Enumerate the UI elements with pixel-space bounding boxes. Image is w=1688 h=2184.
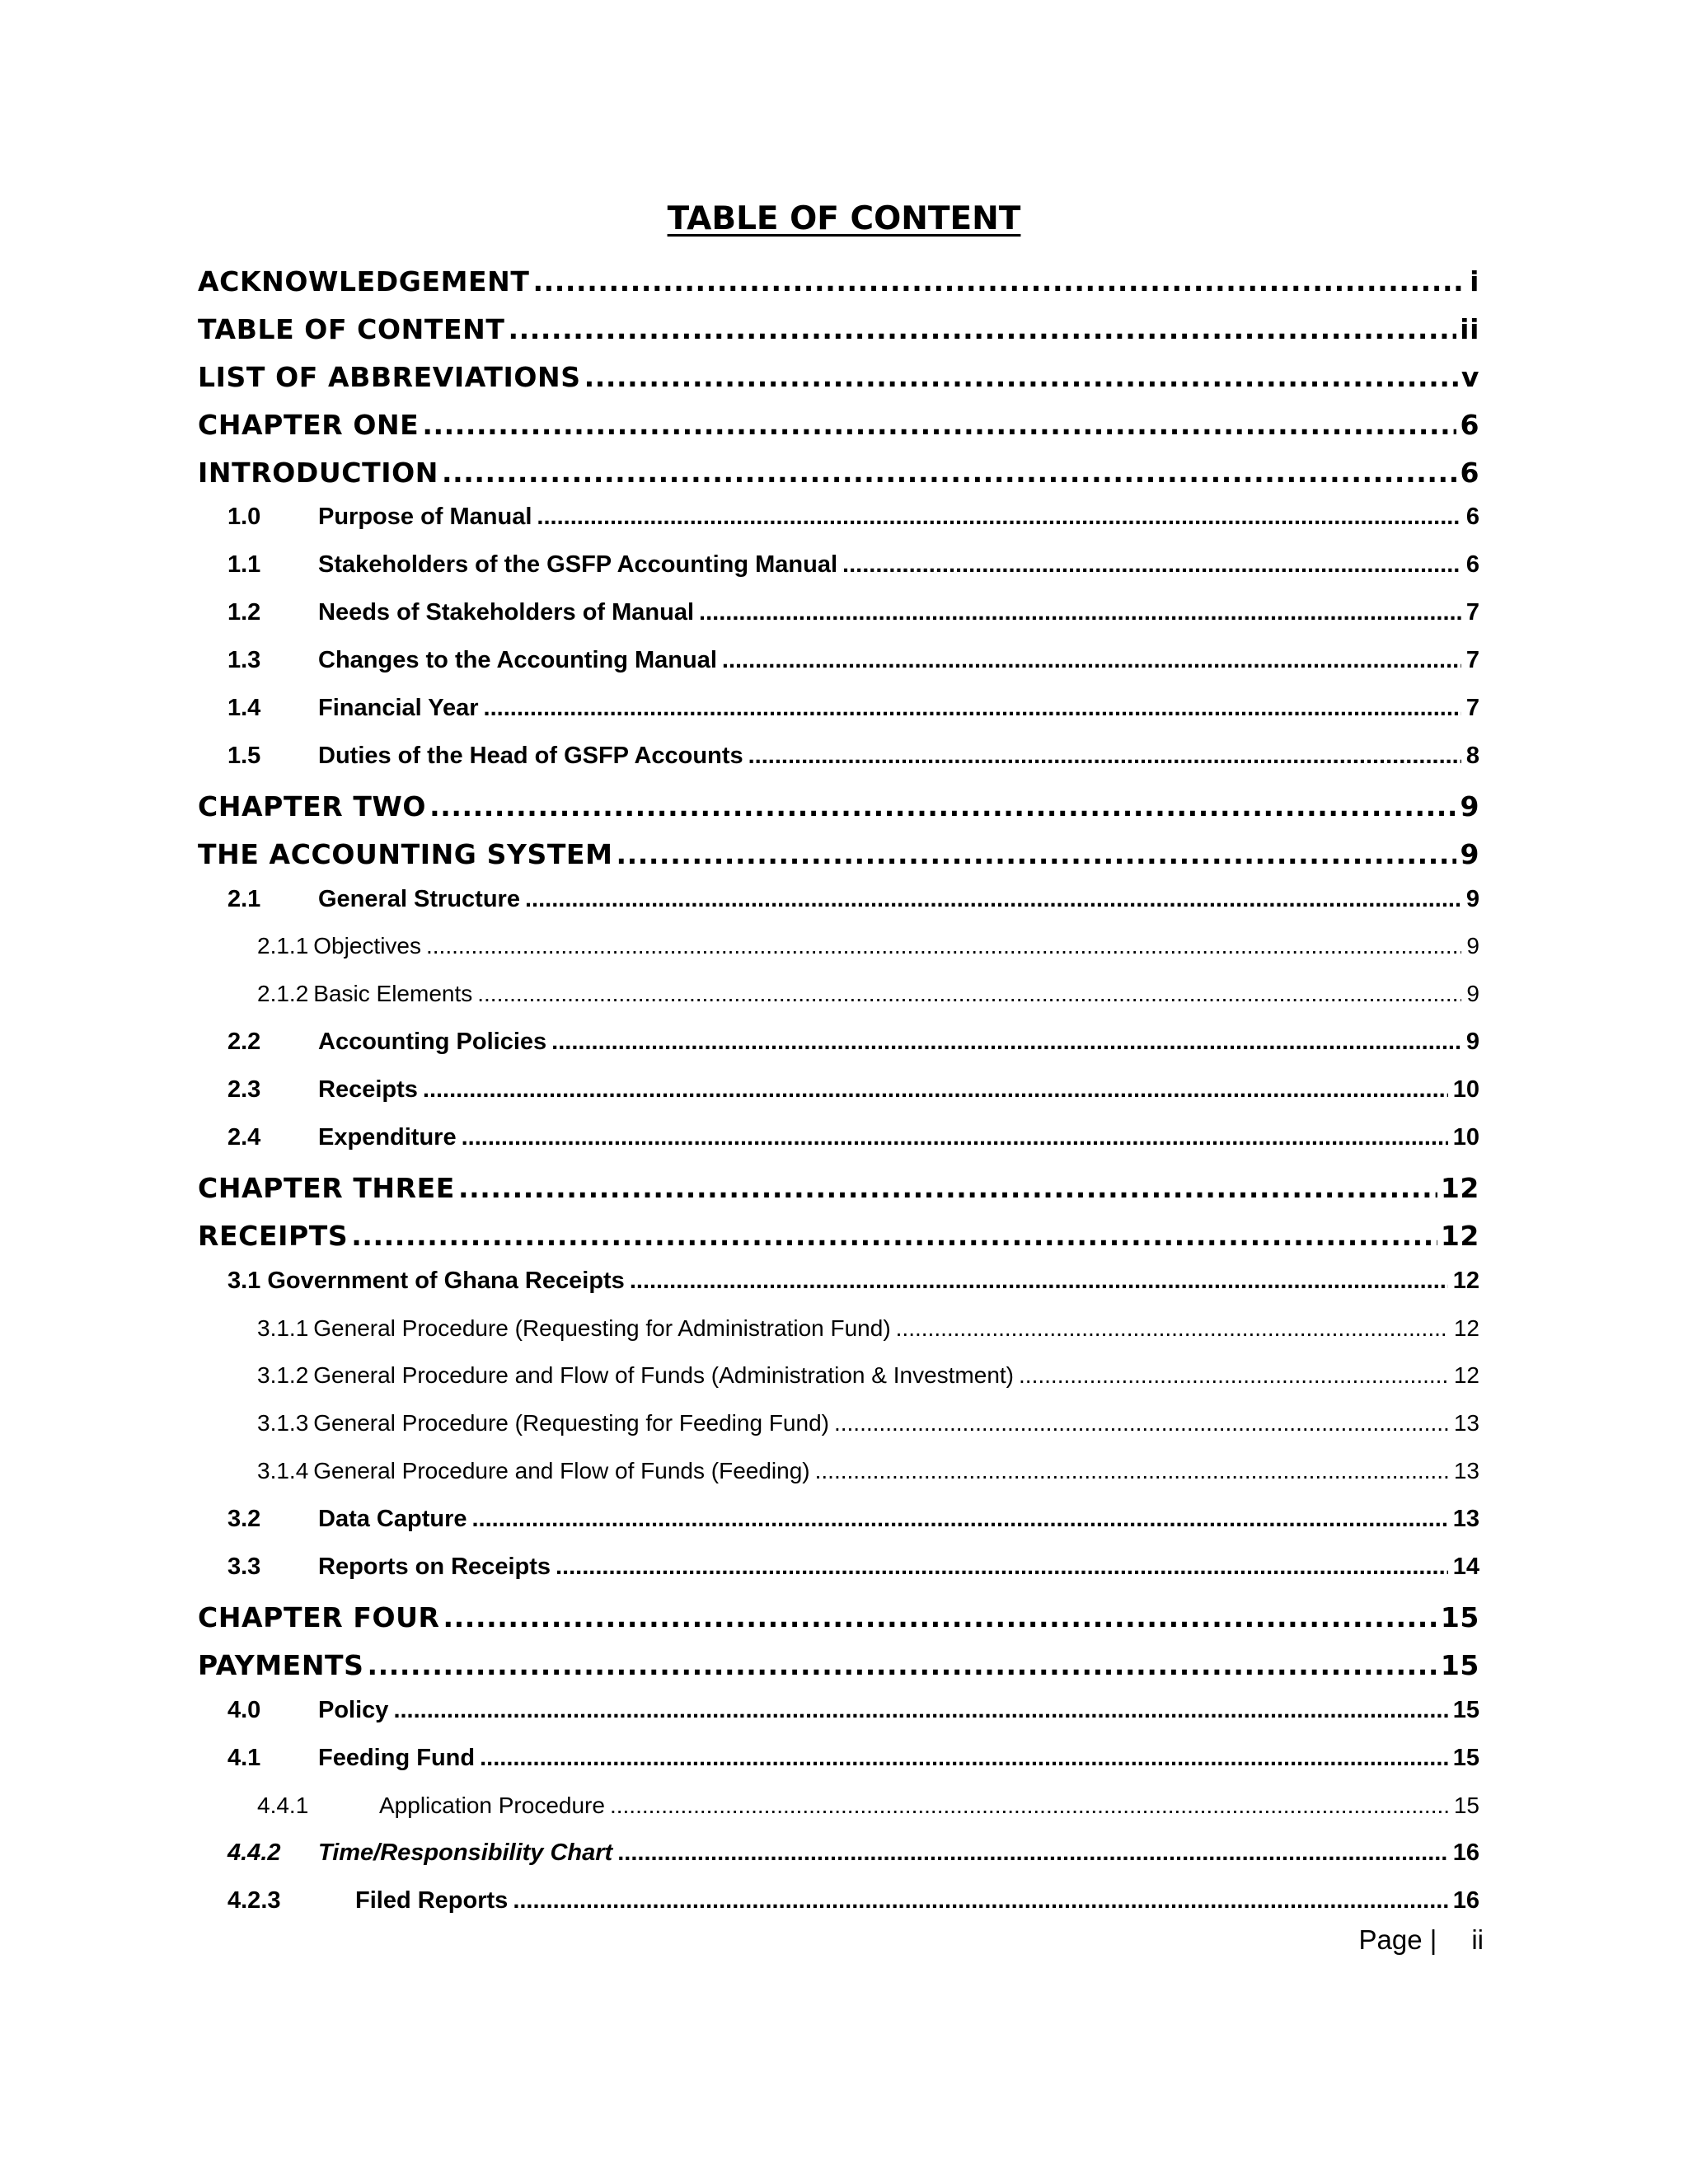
- toc-entry[interactable]: [198, 313, 1479, 361]
- toc-entry[interactable]: [198, 1793, 1479, 1840]
- toc-entry-number: 3.1.1: [257, 1315, 309, 1341]
- dot-leader: [443, 1601, 1437, 1633]
- toc-entry-title: General Procedure (Requesting for Administration Fund): [313, 1315, 891, 1341]
- toc-entry-page: 9: [1465, 885, 1479, 912]
- toc-entry-page: 7: [1465, 695, 1479, 722]
- dot-leader: [537, 504, 1461, 531]
- toc-entry-title: General Structure: [318, 885, 520, 912]
- dot-leader: [393, 1697, 1447, 1724]
- dot-leader: [551, 1029, 1461, 1056]
- toc-entry-page: i: [1470, 265, 1479, 298]
- toc-entry-page: 12: [1453, 1315, 1479, 1341]
- dot-leader: [442, 457, 1456, 489]
- toc-entry-page: 13: [1453, 1458, 1479, 1484]
- toc-entry-title: Data Capture: [318, 1506, 467, 1533]
- toc-entry[interactable]: [198, 409, 1479, 457]
- toc-entry[interactable]: [198, 790, 1479, 838]
- toc-entry-title: Stakeholders of the GSFP Accounting Manual: [318, 551, 838, 579]
- page-footer: [1286, 1924, 1484, 1974]
- toc-entry[interactable]: [198, 457, 1479, 504]
- toc-entry-title: INTRODUCTION: [198, 456, 438, 489]
- toc-entry-title: Needs of Stakeholders of Manual: [318, 599, 695, 626]
- toc-entry-page: 6: [1465, 551, 1479, 579]
- toc-entry-title: Receipts: [318, 1076, 418, 1104]
- toc-entry-title: Application Procedure: [379, 1792, 605, 1818]
- toc-entry-title: ACKNOWLEDGEMENT: [198, 265, 530, 298]
- toc-entry-page: 15: [1440, 1648, 1479, 1681]
- toc-entry[interactable]: [198, 1362, 1479, 1410]
- toc-entry-number: 3.1.2: [257, 1362, 309, 1389]
- toc-entry-title: CHAPTER THREE: [198, 1171, 455, 1204]
- toc-entry-page: 9: [1460, 837, 1479, 870]
- toc-entry[interactable]: [198, 1506, 1479, 1554]
- toc-entry-title: Duties of the Head of GSFP Accounts: [318, 742, 743, 769]
- toc-entry-number: 3.1.4: [257, 1458, 309, 1484]
- toc-entry[interactable]: [198, 1554, 1479, 1601]
- toc-entry-page: 15: [1452, 1696, 1479, 1723]
- dot-leader: [423, 1076, 1448, 1104]
- toc-entry-page: 8: [1465, 742, 1479, 769]
- toc-entry-page: 16: [1452, 1887, 1479, 1915]
- toc-entry-number: 4.0: [227, 1696, 261, 1723]
- toc-entry-page: 15: [1440, 1601, 1479, 1633]
- toc-entry-title: CHAPTER FOUR: [198, 1601, 440, 1633]
- toc-entry-number: 3.1.3: [257, 1410, 309, 1436]
- toc-entry[interactable]: [198, 838, 1479, 886]
- toc-entry[interactable]: [198, 1172, 1479, 1220]
- toc-entry-page: 12: [1453, 1362, 1479, 1389]
- toc-entry[interactable]: [198, 551, 1479, 599]
- toc-entry-number: 1.3: [227, 647, 261, 674]
- dot-leader: [426, 933, 1461, 959]
- dot-leader: [748, 743, 1461, 770]
- toc-entry-title: Feeding Fund: [318, 1744, 476, 1771]
- toc-entry-title: General Procedure and Flow of Funds (Feeding): [313, 1458, 810, 1484]
- toc-entry-title: Changes to the Accounting Manual: [318, 647, 717, 674]
- toc-entry-page: 6: [1465, 504, 1479, 531]
- toc-entry-page: ii: [1460, 312, 1479, 345]
- toc-entry-page: 6: [1460, 408, 1479, 441]
- dot-leader: [617, 1840, 1448, 1867]
- dot-leader: [477, 981, 1461, 1007]
- toc-entry[interactable]: [198, 599, 1479, 647]
- toc-entry-number: 1.5: [227, 742, 261, 769]
- toc-entry-title: RECEIPTS: [198, 1219, 349, 1252]
- dot-leader: [422, 409, 1456, 441]
- toc-entry-title: General Procedure and Flow of Funds (Administration & Investment): [313, 1362, 1015, 1389]
- toc-entry-page: 9: [1465, 1029, 1479, 1056]
- toc-entry-page: 13: [1453, 1410, 1479, 1436]
- dot-leader: [429, 790, 1456, 823]
- toc-entry[interactable]: [198, 1410, 1479, 1458]
- toc-entry[interactable]: [198, 886, 1479, 934]
- toc-entry-title: Expenditure: [318, 1124, 457, 1151]
- dot-leader: [842, 551, 1461, 579]
- toc-entry-title: Policy: [318, 1696, 389, 1723]
- toc-entry-page: 16: [1452, 1840, 1479, 1867]
- toc-entry-number: 2.3: [227, 1076, 261, 1104]
- toc-entry-number: 1.0: [227, 504, 261, 531]
- dot-leader: [525, 886, 1461, 913]
- toc-entry-number: 4.2.3: [227, 1887, 281, 1915]
- toc-entry-page: 15: [1452, 1744, 1479, 1771]
- toc-entry-number: 4.4.1: [257, 1792, 309, 1818]
- toc-entry-title: CHAPTER ONE: [198, 408, 420, 441]
- toc-entry-number: 2.2: [227, 1029, 261, 1056]
- toc-entry-page: 9: [1466, 933, 1479, 959]
- dot-leader: [617, 838, 1457, 870]
- dot-leader: [351, 1220, 1437, 1252]
- toc-entry[interactable]: [198, 981, 1479, 1029]
- toc-entry[interactable]: [198, 743, 1479, 790]
- toc-entry[interactable]: [198, 1315, 1479, 1363]
- toc-entry[interactable]: [198, 504, 1479, 551]
- toc-entry-title: THE ACCOUNTING SYSTEM: [198, 837, 613, 870]
- toc-entry-page: 9: [1460, 790, 1479, 823]
- dot-leader: [584, 361, 1458, 393]
- toc-entry-page: 10: [1452, 1076, 1479, 1104]
- dot-leader: [508, 313, 1456, 345]
- dot-leader: [480, 1745, 1448, 1772]
- toc-entry-title: Government of Ghana Receipts: [267, 1267, 625, 1294]
- toc-entry-page: 12: [1452, 1267, 1479, 1294]
- toc-entry[interactable]: [198, 1124, 1479, 1172]
- toc-entry-number: 2.1.1: [257, 933, 309, 959]
- toc-entry-number: 4.1: [227, 1744, 261, 1771]
- toc-entry-title: Financial Year: [318, 695, 479, 722]
- toc-entry[interactable]: [198, 265, 1479, 313]
- toc-entry-page: 6: [1460, 456, 1479, 489]
- dot-leader: [462, 1124, 1448, 1151]
- toc-entry-number: 3.2: [227, 1506, 261, 1533]
- dot-leader: [834, 1410, 1449, 1436]
- dot-leader: [533, 265, 1467, 298]
- toc-entry-page: 14: [1452, 1554, 1479, 1581]
- toc-entry-title: General Procedure (Requesting for Feeding Fund): [313, 1410, 829, 1436]
- dot-leader: [815, 1458, 1449, 1484]
- dot-leader: [472, 1506, 1448, 1533]
- toc-entry-title: Reports on Receipts: [318, 1554, 551, 1581]
- toc-entry-title: PAYMENTS: [198, 1648, 364, 1681]
- toc-entry[interactable]: [198, 1076, 1479, 1124]
- dot-leader: [458, 1172, 1437, 1204]
- toc-entry-number: 3.1: [227, 1267, 261, 1294]
- toc-entry-title: Basic Elements: [313, 981, 473, 1007]
- toc-entry-title: TABLE OF CONTENT: [198, 312, 505, 345]
- toc-entry-page: 9: [1466, 981, 1479, 1007]
- dot-leader: [896, 1315, 1449, 1342]
- toc-entry-title: LIST OF ABBREVIATIONS: [198, 360, 581, 393]
- toc-entry[interactable]: [198, 1649, 1479, 1697]
- toc-entry-title: Filed Reports: [355, 1887, 509, 1915]
- toc-entry[interactable]: [198, 695, 1479, 743]
- dot-leader: [484, 695, 1461, 722]
- toc-entry[interactable]: [198, 1458, 1479, 1506]
- dot-leader: [556, 1554, 1448, 1581]
- toc-entry-page: 7: [1465, 647, 1479, 674]
- toc-entry[interactable]: [198, 1029, 1479, 1076]
- toc-entry-page: 10: [1452, 1124, 1479, 1151]
- dot-leader: [1019, 1362, 1449, 1389]
- table-of-contents: [198, 265, 1479, 1935]
- dot-leader: [630, 1268, 1448, 1295]
- toc-entry[interactable]: [198, 1697, 1479, 1745]
- toc-entry[interactable]: [198, 361, 1479, 409]
- dot-leader: [610, 1793, 1449, 1819]
- toc-entry-page: v: [1461, 360, 1479, 393]
- toc-entry-page: 12: [1440, 1171, 1479, 1204]
- toc-entry-title: Objectives: [313, 933, 421, 959]
- toc-entry[interactable]: [198, 1220, 1479, 1268]
- toc-entry-number: 2.1.2: [257, 981, 309, 1007]
- toc-entry[interactable]: [198, 1268, 1479, 1315]
- toc-entry[interactable]: [198, 933, 1479, 981]
- toc-entry-number: 2.4: [227, 1124, 261, 1151]
- toc-entry[interactable]: [198, 1745, 1479, 1793]
- toc-entry-page: 7: [1465, 599, 1479, 626]
- toc-entry-number: 1.4: [227, 695, 261, 722]
- toc-entry[interactable]: [198, 1840, 1479, 1887]
- toc-entry-page: 12: [1440, 1219, 1479, 1252]
- toc-entry-number: 4.4.2: [227, 1840, 281, 1867]
- dot-leader: [513, 1887, 1447, 1915]
- dot-leader: [722, 647, 1461, 674]
- page-number: ii: [1471, 1924, 1484, 1955]
- dot-leader: [699, 599, 1461, 626]
- toc-entry-number: 3.3: [227, 1554, 261, 1581]
- toc-entry-number: 1.2: [227, 599, 261, 626]
- dot-leader: [368, 1649, 1437, 1681]
- toc-entry-number: 1.1: [227, 551, 261, 579]
- toc-entry[interactable]: [198, 647, 1479, 695]
- page-label: Page |: [1358, 1924, 1437, 1955]
- toc-entry-page: 15: [1453, 1792, 1479, 1818]
- toc-entry[interactable]: [198, 1601, 1479, 1649]
- toc-entry-page: 13: [1452, 1506, 1479, 1533]
- toc-entry-title: CHAPTER TWO: [198, 790, 427, 823]
- page-title: TABLE OF CONTENT: [667, 200, 1021, 237]
- toc-entry-title: Purpose of Manual: [318, 504, 532, 531]
- toc-entry-title: Accounting Policies: [318, 1029, 547, 1056]
- toc-entry-number: 2.1: [227, 885, 261, 912]
- toc-entry-title: Time/Responsibility Chart: [318, 1840, 613, 1867]
